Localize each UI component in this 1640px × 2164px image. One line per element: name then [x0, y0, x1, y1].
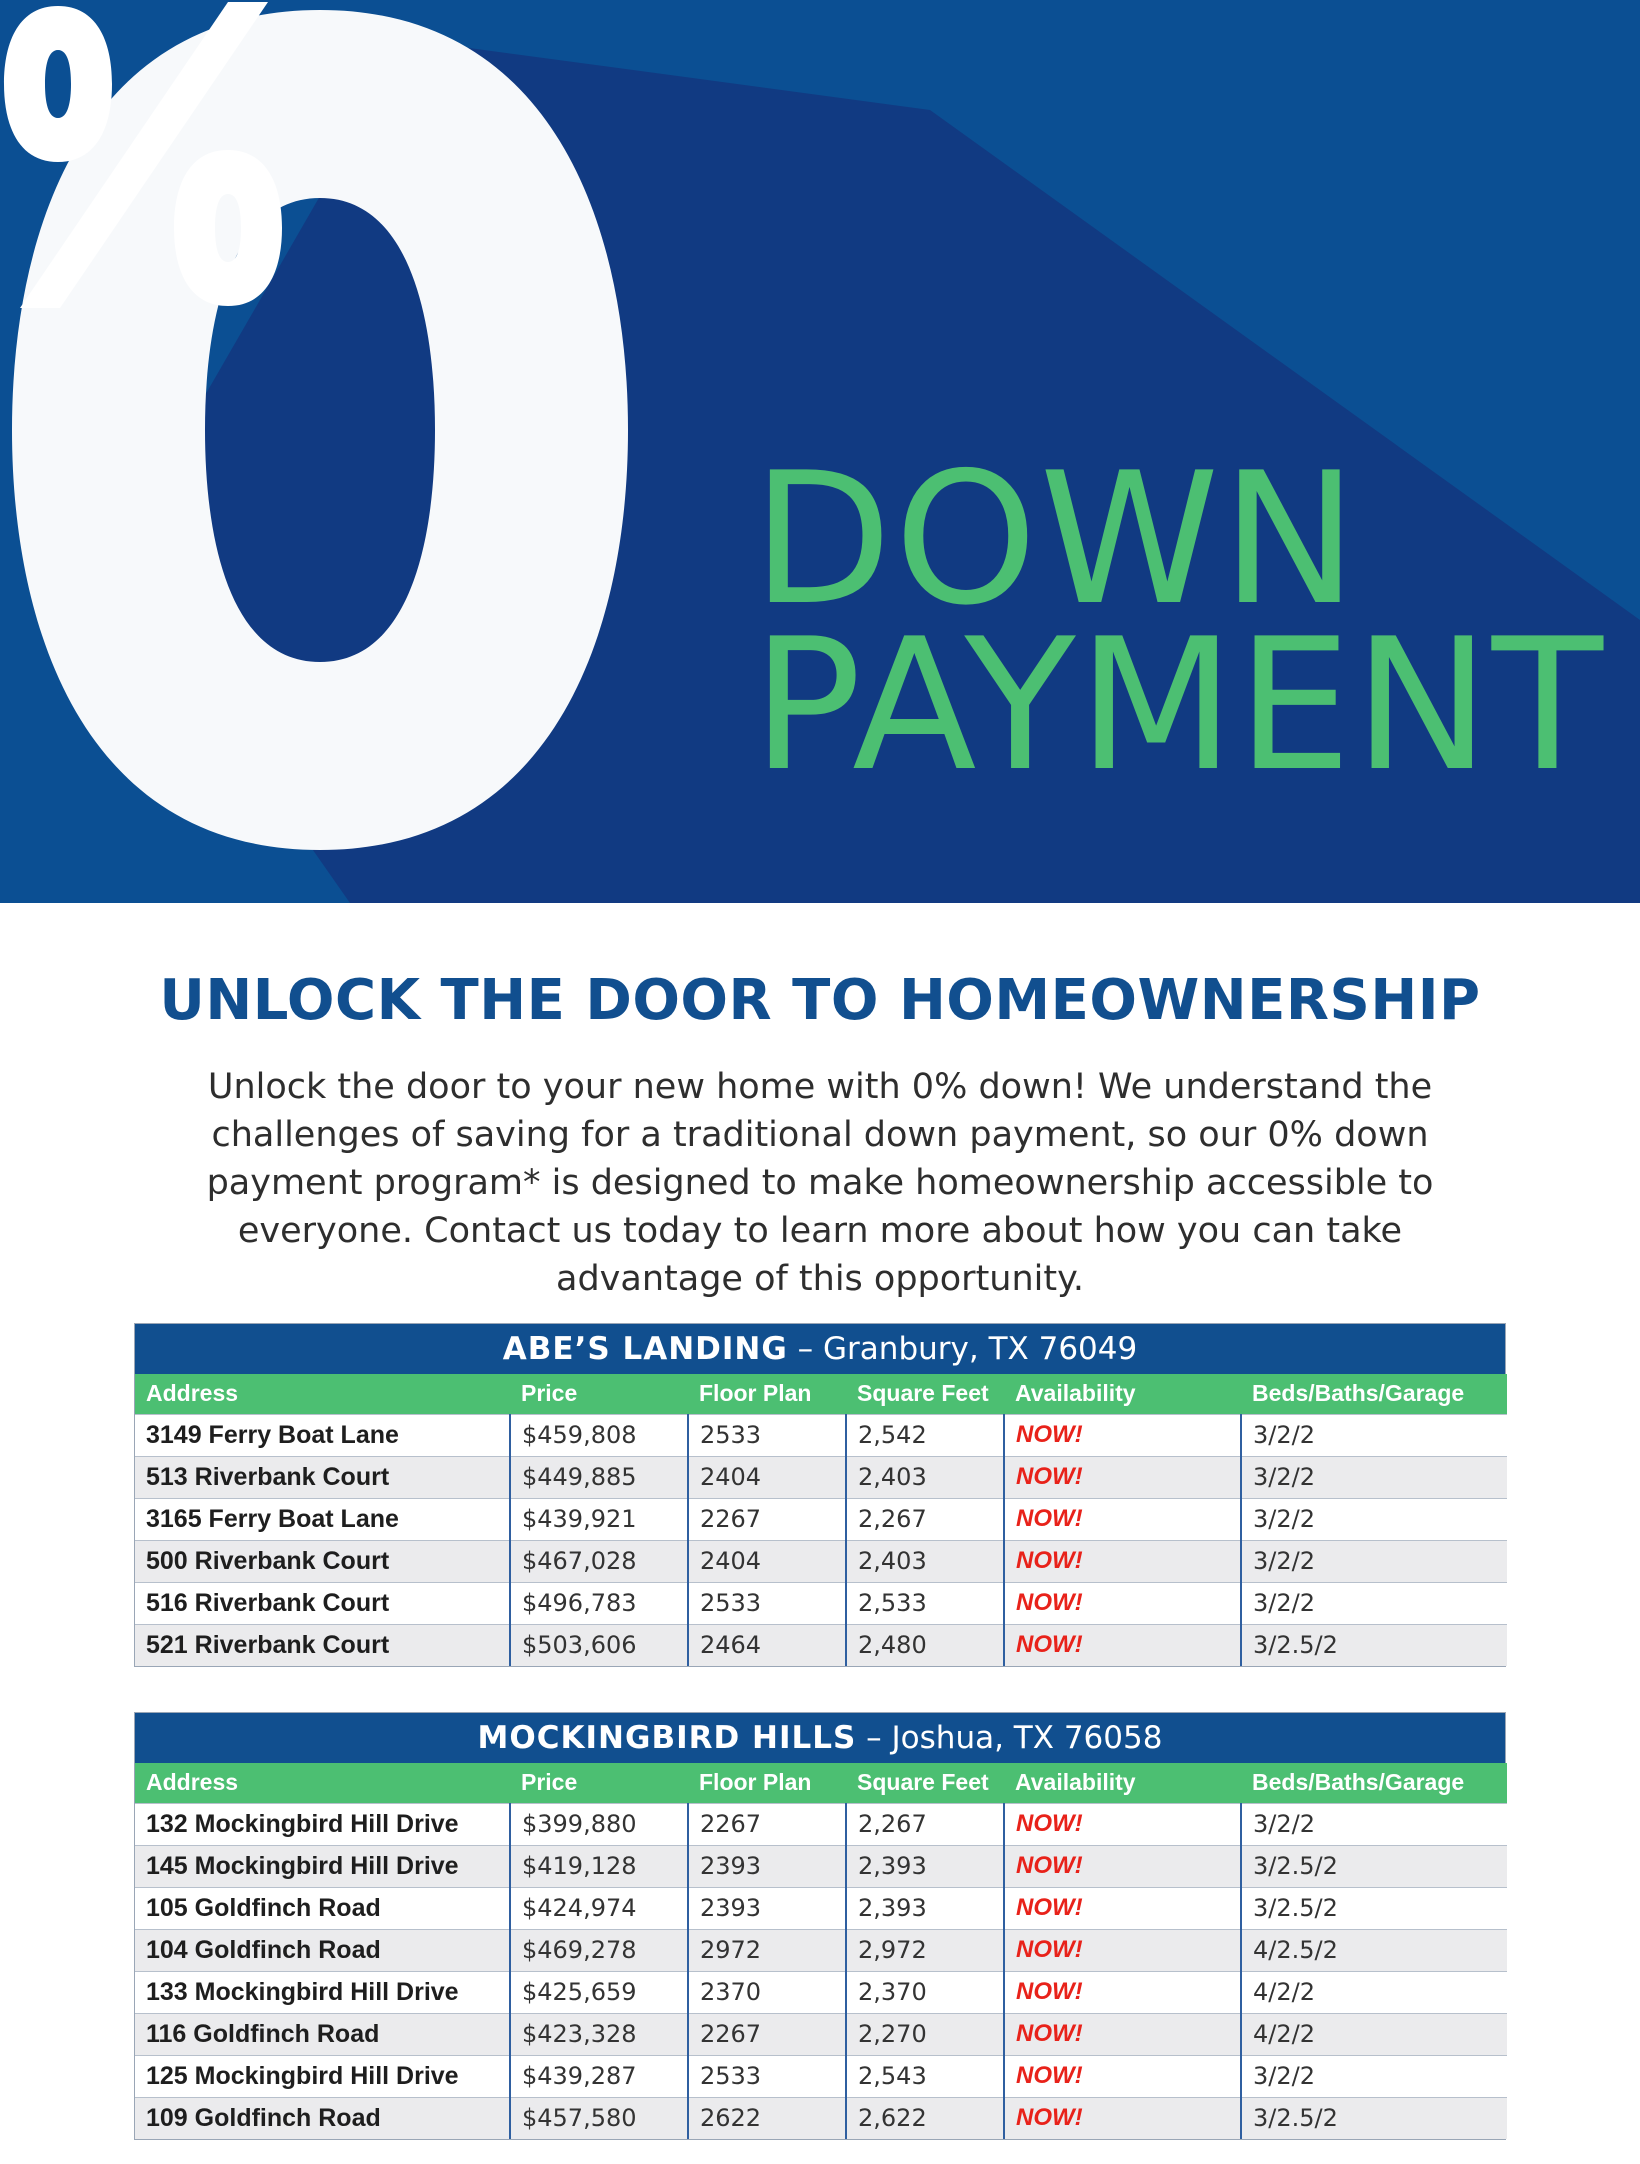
cell-availability: NOW! [1004, 1582, 1241, 1624]
cell-square-feet: 2,533 [846, 1582, 1004, 1624]
table-row [135, 2097, 1507, 2139]
cell-price: $496,783 [510, 1582, 688, 1624]
cell-beds-baths-garage: 3/2/2 [1241, 1582, 1507, 1624]
cell-beds-baths-garage: 4/2/2 [1241, 1971, 1507, 2013]
cell-square-feet: 2,267 [846, 1803, 1004, 1845]
cell-price: $459,808 [510, 1414, 688, 1456]
cell-address: 145 Mockingbird Hill Drive [135, 1845, 510, 1887]
cell-square-feet: 2,972 [846, 1929, 1004, 1971]
cell-floor-plan: 2533 [688, 2055, 846, 2097]
cell-floor-plan: 2404 [688, 1540, 846, 1582]
cell-price: $419,128 [510, 1845, 688, 1887]
percent-sign [0, 0, 288, 310]
community-location: – Granbury, TX 76049 [787, 1331, 1138, 1367]
cell-floor-plan: 2533 [688, 1414, 846, 1456]
table-row [135, 1498, 1507, 1540]
table-header-row [135, 1374, 1507, 1414]
cell-floor-plan: 2267 [688, 1803, 846, 1845]
cell-availability: NOW! [1004, 1414, 1241, 1456]
hero-word-payment: PAYMENT [752, 599, 1605, 811]
community-title [135, 1713, 1505, 1763]
cell-floor-plan: 2533 [688, 1582, 846, 1624]
cell-square-feet: 2,480 [846, 1624, 1004, 1666]
table-row [135, 1803, 1507, 1845]
cell-address: 513 Riverbank Court [135, 1456, 510, 1498]
cell-availability: NOW! [1004, 1540, 1241, 1582]
cell-square-feet: 2,370 [846, 1971, 1004, 2013]
cell-address: 133 Mockingbird Hill Drive [135, 1971, 510, 2013]
community-table-abes-landing [134, 1323, 1506, 1667]
cell-price: $423,328 [510, 2013, 688, 2055]
cell-square-feet: 2,403 [846, 1456, 1004, 1498]
col-header-availability: Availability [1004, 1763, 1241, 1803]
cell-floor-plan: 2393 [688, 1887, 846, 1929]
cell-availability: NOW! [1004, 1498, 1241, 1540]
cell-floor-plan: 2622 [688, 2097, 846, 2139]
table-row [135, 1456, 1507, 1498]
col-header-price: Price [510, 1763, 688, 1803]
cell-availability: NOW! [1004, 1803, 1241, 1845]
cell-address: 500 Riverbank Court [135, 1540, 510, 1582]
cell-square-feet: 2,543 [846, 2055, 1004, 2097]
cell-availability: NOW! [1004, 1624, 1241, 1666]
cell-address: 3149 Ferry Boat Lane [135, 1414, 510, 1456]
cell-beds-baths-garage: 3/2/2 [1241, 1414, 1507, 1456]
cell-availability: NOW! [1004, 2097, 1241, 2139]
cell-square-feet: 2,542 [846, 1414, 1004, 1456]
cell-floor-plan: 2972 [688, 1929, 846, 1971]
cell-beds-baths-garage: 3/2/2 [1241, 1456, 1507, 1498]
cell-address: 521 Riverbank Court [135, 1624, 510, 1666]
table-row [135, 1540, 1507, 1582]
cell-availability: NOW! [1004, 1971, 1241, 2013]
cell-floor-plan: 2267 [688, 1498, 846, 1540]
cell-availability: NOW! [1004, 1456, 1241, 1498]
cell-availability: NOW! [1004, 1929, 1241, 1971]
cell-square-feet: 2,622 [846, 2097, 1004, 2139]
col-header-square-feet: Square Feet [846, 1374, 1004, 1414]
cell-price: $469,278 [510, 1929, 688, 1971]
cell-price: $457,580 [510, 2097, 688, 2139]
cell-square-feet: 2,393 [846, 1887, 1004, 1929]
cell-address: 125 Mockingbird Hill Drive [135, 2055, 510, 2097]
col-header-address: Address [135, 1374, 510, 1414]
community-name: MOCKINGBIRD HILLS [477, 1720, 857, 1756]
cell-floor-plan: 2464 [688, 1624, 846, 1666]
col-header-price: Price [510, 1374, 688, 1414]
cell-price: $425,659 [510, 1971, 688, 2013]
cell-availability: NOW! [1004, 1887, 1241, 1929]
cell-address: 105 Goldfinch Road [135, 1887, 510, 1929]
community-name: ABE’S LANDING [502, 1331, 788, 1367]
cell-price: $449,885 [510, 1456, 688, 1498]
cell-address: 104 Goldfinch Road [135, 1929, 510, 1971]
cell-beds-baths-garage: 3/2/2 [1241, 2055, 1507, 2097]
cell-address: 516 Riverbank Court [135, 1582, 510, 1624]
col-header-square-feet: Square Feet [846, 1763, 1004, 1803]
cell-price: $399,880 [510, 1803, 688, 1845]
table-row [135, 2055, 1507, 2097]
cell-square-feet: 2,267 [846, 1498, 1004, 1540]
cell-address: 116 Goldfinch Road [135, 2013, 510, 2055]
table-row [135, 2013, 1507, 2055]
cell-address: 3165 Ferry Boat Lane [135, 1498, 510, 1540]
cell-beds-baths-garage: 3/2.5/2 [1241, 1845, 1507, 1887]
listing-table [135, 1374, 1507, 1666]
cell-price: $439,921 [510, 1498, 688, 1540]
col-header-beds-baths-garage: Beds/Baths/Garage [1241, 1374, 1507, 1414]
cell-beds-baths-garage: 3/2/2 [1241, 1498, 1507, 1540]
col-header-availability: Availability [1004, 1374, 1241, 1414]
cell-floor-plan: 2404 [688, 1456, 846, 1498]
cell-beds-baths-garage: 3/2.5/2 [1241, 2097, 1507, 2139]
hero-word-down: DOWN [752, 433, 1360, 645]
cell-beds-baths-garage: 4/2.5/2 [1241, 1929, 1507, 1971]
cell-price: $424,974 [510, 1887, 688, 1929]
cell-beds-baths-garage: 3/2/2 [1241, 1540, 1507, 1582]
cell-beds-baths-garage: 3/2.5/2 [1241, 1887, 1507, 1929]
cell-price: $503,606 [510, 1624, 688, 1666]
table-row [135, 1624, 1507, 1666]
table-header-row [135, 1763, 1507, 1803]
cell-price: $467,028 [510, 1540, 688, 1582]
cell-floor-plan: 2393 [688, 1845, 846, 1887]
cell-beds-baths-garage: 3/2.5/2 [1241, 1624, 1507, 1666]
table-row [135, 1971, 1507, 2013]
col-header-beds-baths-garage: Beds/Baths/Garage [1241, 1763, 1507, 1803]
col-header-address: Address [135, 1763, 510, 1803]
cell-price: $439,287 [510, 2055, 688, 2097]
cell-availability: NOW! [1004, 2013, 1241, 2055]
community-location: – Joshua, TX 76058 [856, 1720, 1163, 1756]
hero-banner [0, 0, 1640, 903]
cell-floor-plan: 2267 [688, 2013, 846, 2055]
cell-beds-baths-garage: 4/2/2 [1241, 2013, 1507, 2055]
intro-paragraph: Unlock the door to your new home with 0% down! We understand the challenges of saving for a traditional down payment, so our 0% down payment program* is designed to make homeownership accessible to everyone. Contact us today to learn more about how you can take advantage of this opportunity. [206, 1067, 1434, 1299]
cell-beds-baths-garage: 3/2/2 [1241, 1803, 1507, 1845]
cell-square-feet: 2,270 [846, 2013, 1004, 2055]
cell-square-feet: 2,393 [846, 1845, 1004, 1887]
community-title [135, 1324, 1505, 1374]
table-row [135, 1887, 1507, 1929]
cell-availability: NOW! [1004, 2055, 1241, 2097]
col-header-floor-plan: Floor Plan [688, 1374, 846, 1414]
col-header-floor-plan: Floor Plan [688, 1763, 846, 1803]
table-row [135, 1582, 1507, 1624]
table-row [135, 1845, 1507, 1887]
table-row [135, 1414, 1507, 1456]
community-table-mockingbird-hills [134, 1712, 1506, 2140]
cell-floor-plan: 2370 [688, 1971, 846, 2013]
cell-address: 132 Mockingbird Hill Drive [135, 1803, 510, 1845]
page-headline: UNLOCK THE DOOR TO HOMEOWNERSHIP [159, 968, 1481, 1033]
table-row [135, 1929, 1507, 1971]
cell-address: 109 Goldfinch Road [135, 2097, 510, 2139]
cell-square-feet: 2,403 [846, 1540, 1004, 1582]
cell-availability: NOW! [1004, 1845, 1241, 1887]
listing-table [135, 1763, 1507, 2139]
